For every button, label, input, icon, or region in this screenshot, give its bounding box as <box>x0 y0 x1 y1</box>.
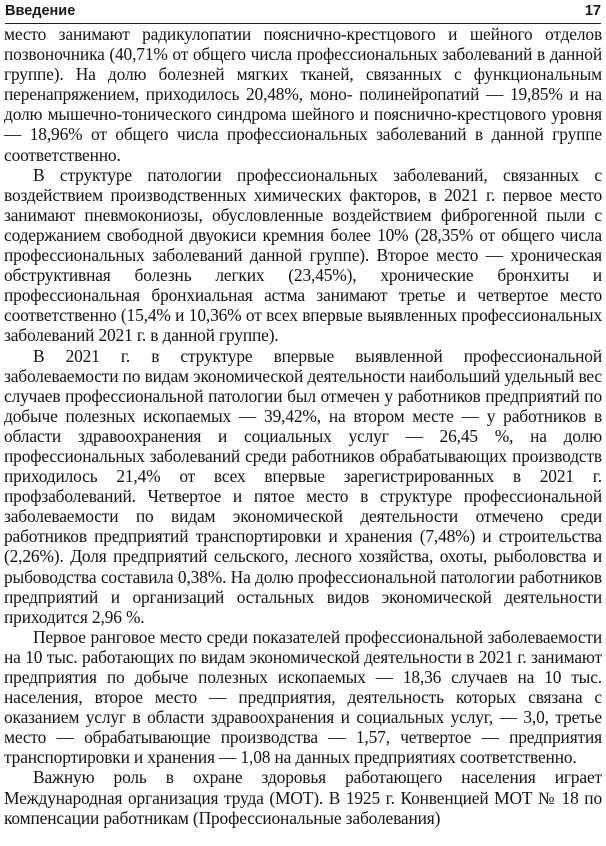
paragraph-continued: место занимают радикулопатии пояснично-крестцового и шейного отделов позвоночника (40,71% от общего числа профессиональных заболеваний в данной группе). На долю болезней мягких тканей, связанных с функциональным перенапряжением, приходилось 20,48%, моно- полинейропатий — 19,85% и на долю мышечно-тонического синдрома шейного и пояснично-крестцового уровня — 18,96% от общего числа профессиональных заболеваний в данной группе соответственно. <box>4 24 602 165</box>
paragraph-ranking: Первое ранговое место среди показателей профессиональной заболеваемости на 10 тыс. работающих по видам экономической деятельности в 2021 г. занимают предприятия по добыче полезных ископаемых — 18,36 случаев на 10 тыс. населения, второе место — предприятия, деятельность которых связана с оказанием услуг в области здравоохранения и социальных услуг, — 3,0, третье место — обрабатывающие производства — 1,57, четвертое — предприятия транспортировки и хранения — 1,08 на данных предприятиях соответственно. <box>4 626 602 768</box>
running-header <box>5 0 601 22</box>
page-number: 17 <box>584 3 601 19</box>
paragraph-economic-activity: В 2021 г. в структуре впервые выявленной профессиональной заболеваемости по видам экономической деятельности наибольший удельный вес случаев профессиональной патологии был отмечен у работников предприятий по добыче полезных ископаемых — 39,42%, на втором месте — у работников в области здравоохранения и социальных услуг — 26,45 %, на долю профессиональных заболеваний среди работников обрабатывающих производств приходилось 21,4% от всех впервые зарегистрированных в 2021 г. профзаболеваний. Четвертое и пятое место в структуре профессиональной заболеваемости по видам экономической деятельности отмечено среди работников предприятий транспортировки и хранения (7,48%) и строительства (2,26%). Доля предприятий сельского, лесного хозяйства, охоты, рыболовства и рыбоводства составила 0,38%. На долю профессиональной патологии работников предприятий и организаций остальных видов экономической деятельности приходится 2,96 %. <box>4 345 602 627</box>
paragraph-chemical-factors: В структуре патологии профессиональных заболеваний, связанных с воздействием производственных химических факторов, в 2021 г. первое место занимают пневмокониозы, обусловленные воздействием фиброгенной пыли с содержанием свободной двуокиси кремния более 10% (28,35% от общего числа профессиональных заболеваний данной группе). Второе место — хроническая обструктивная болезнь легких (23,45%), хронические бронхиты и профессиональная бронхиальная астма занимают третье и четвертое место соответственно (15,4% и 10,36% от всех впервые выявленных профессиональных заболеваний 2021 г. в данной группе). <box>4 164 602 346</box>
section-title: Введение <box>5 3 76 19</box>
paragraph-ilo: Важную роль в охране здоровья работающего населения играет Международная организация труда (МОТ). В 1925 г. Конвенцией МОТ № 18 по компенсации работникам (Профессиональные заболевания) <box>4 767 602 828</box>
body-text <box>4 24 602 828</box>
